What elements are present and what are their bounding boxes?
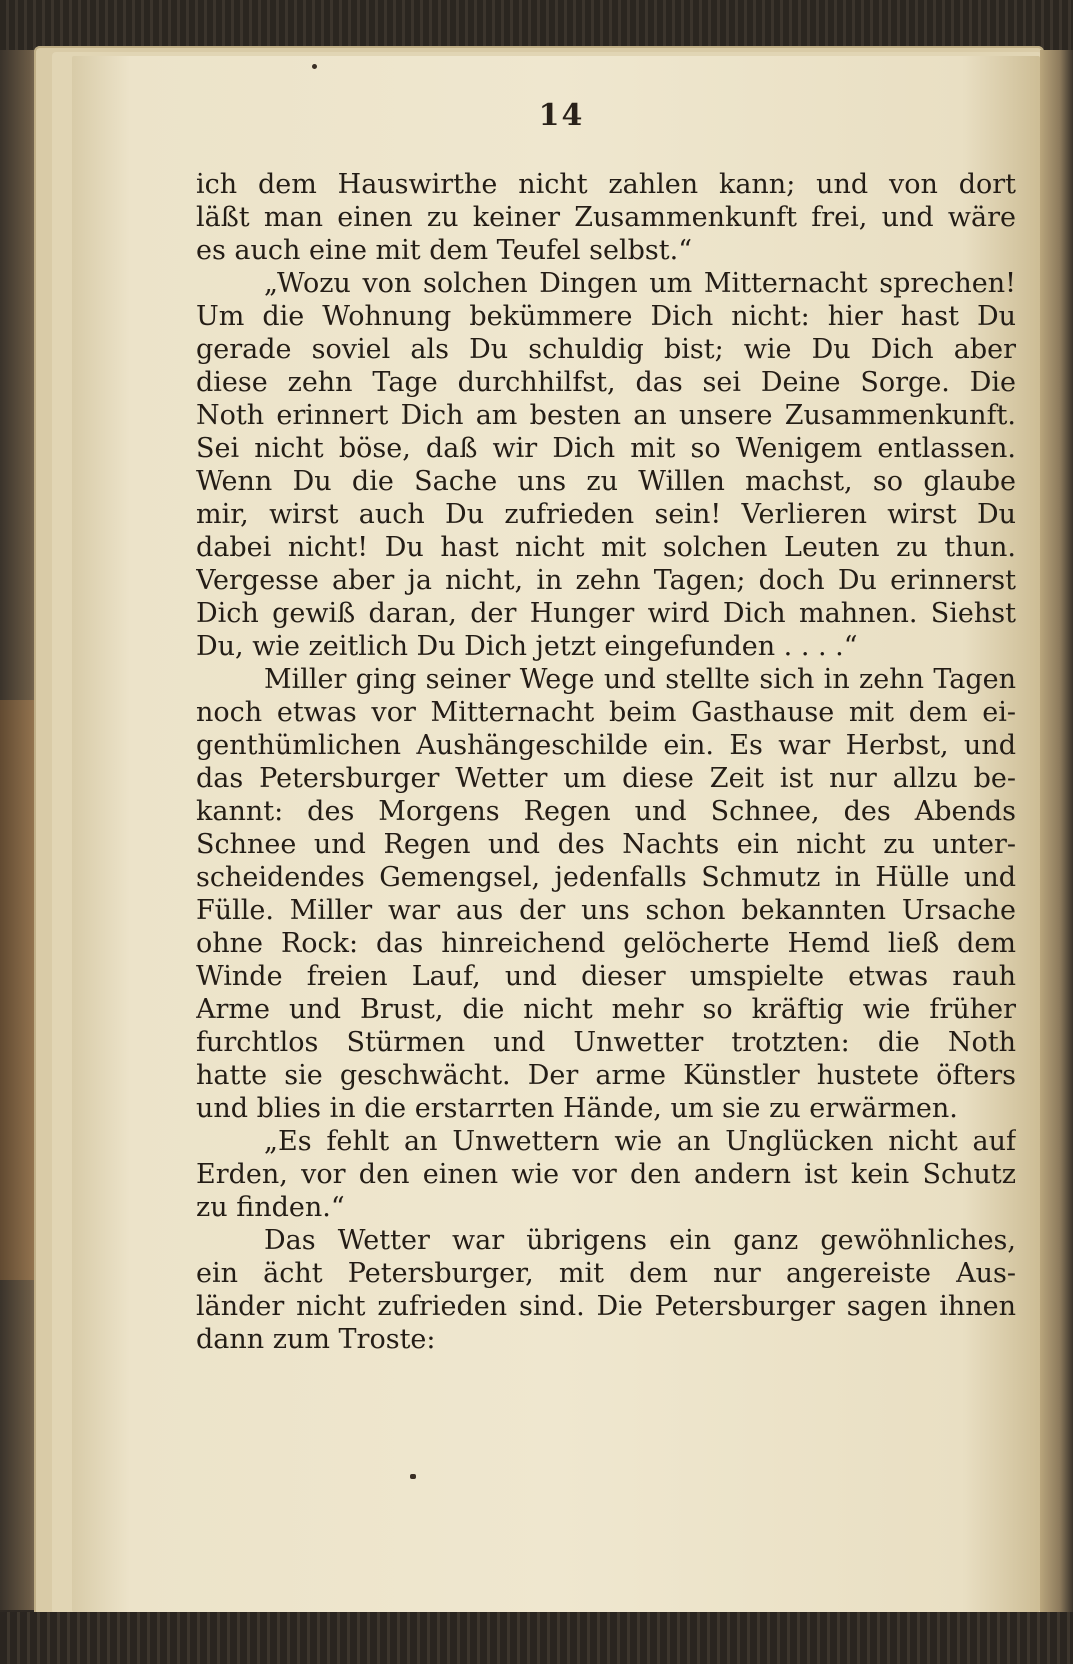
text-line: es auch eine mit dem Teufel selbst.“: [196, 235, 692, 266]
text-line: Winde freien Lauf, und dieser umspielte etwas rauh: [196, 961, 1016, 992]
text-line: Erden, vor den einen wie vor den andern ist kein Schutz: [196, 1159, 1016, 1190]
text-line: Um die Wohnung bekümmere Dich nicht: hier hast Du: [196, 301, 1016, 332]
text-line: diese zehn Tage durchhilfst, das sei Deine Sorge. Die: [196, 367, 1016, 398]
ink-speck: [312, 64, 317, 69]
text-line: das Petersburger Wetter um diese Zeit ist nur allzu be-: [196, 763, 1016, 794]
text-line: ich dem Hauswirthe nicht zahlen kann; und von dort: [196, 169, 1016, 200]
text-line: und blies in die erstarrten Hände, um sie zu erwärmen.: [196, 1093, 958, 1124]
text-line: Wenn Du die Sache uns zu Willen machst, so glaube: [196, 466, 1016, 497]
body-text: [196, 168, 1016, 1356]
text-line: gerade soviel als Du schuldig bist; wie Du Dich aber: [196, 334, 1016, 365]
text-line: Noth erinnert Dich am besten an unsere Zusammenkunft.: [196, 400, 1016, 431]
text-line: mir, wirst auch Du zufrieden sein! Verlieren wirst Du: [196, 499, 1016, 530]
text-line: läßt man einen zu keiner Zusammenkunft frei, und wäre: [196, 202, 1016, 233]
text-line: zu finden.“: [196, 1192, 345, 1223]
text-line: Miller ging seiner Wege und stellte sich in zehn Tagen: [264, 664, 1016, 695]
text-line: kannt: des Morgens Regen und Schnee, des Abends: [196, 796, 1016, 827]
text-line: noch etwas vor Mitternacht beim Gasthause mit dem ei-: [196, 697, 1016, 728]
text-line: Das Wetter war übrigens ein ganz gewöhnliches,: [264, 1225, 1016, 1256]
text-line: Fülle. Miller war aus der uns schon bekannten Ursache: [196, 895, 1016, 926]
text-line: länder nicht zufrieden sind. Die Petersburger sagen ihnen: [196, 1291, 1016, 1322]
book-cover-bottom: [0, 1612, 1073, 1664]
cover-stain: [0, 700, 36, 1280]
text-line: furchtlos Stürmen und Unwetter trotzten: die Noth: [196, 1027, 1016, 1058]
text-line: Du, wie zeitlich Du Dich jetzt eingefunden . . . .“: [196, 631, 858, 662]
text-line: Arme und Brust, die nicht mehr so kräftig wie früher: [196, 994, 1016, 1025]
text-line: dann zum Troste:: [196, 1324, 436, 1355]
text-line: „Es fehlt an Unwettern wie an Unglücken nicht auf: [264, 1126, 1016, 1157]
text-line: „Wozu von solchen Dingen um Mitternacht sprechen!: [264, 268, 1016, 299]
text-line: ein ächt Petersburger, mit dem nur angereiste Aus-: [196, 1258, 1016, 1289]
text-line: genthümlichen Aushängeschilde ein. Es war Herbst, und: [196, 730, 1016, 761]
text-line: Vergesse aber ja nicht, in zehn Tagen; doch Du erinnerst: [196, 565, 1016, 596]
text-line: Sei nicht böse, daß wir Dich mit so Wenigem entlassen.: [196, 433, 1016, 464]
page-number: 14: [538, 98, 585, 133]
text-line: dabei nicht! Du hast nicht mit solchen Leuten zu thun.: [196, 532, 1016, 563]
text-line: Dich gewiß daran, der Hunger wird Dich mahnen. Siehst: [196, 598, 1016, 629]
text-line: ohne Rock: das hinreichend gelöcherte Hemd ließ dem: [196, 928, 1016, 959]
text-line: Schnee und Regen und des Nachts ein nicht zu unter-: [196, 829, 1016, 860]
text-line: scheidendes Gemengsel, jedenfalls Schmutz in Hülle und: [196, 862, 1016, 893]
text-line: hatte sie geschwächt. Der arme Künstler hustete öfters: [196, 1060, 1016, 1091]
book-spine-edge: [1040, 50, 1073, 1616]
ink-mark: [410, 1474, 416, 1479]
